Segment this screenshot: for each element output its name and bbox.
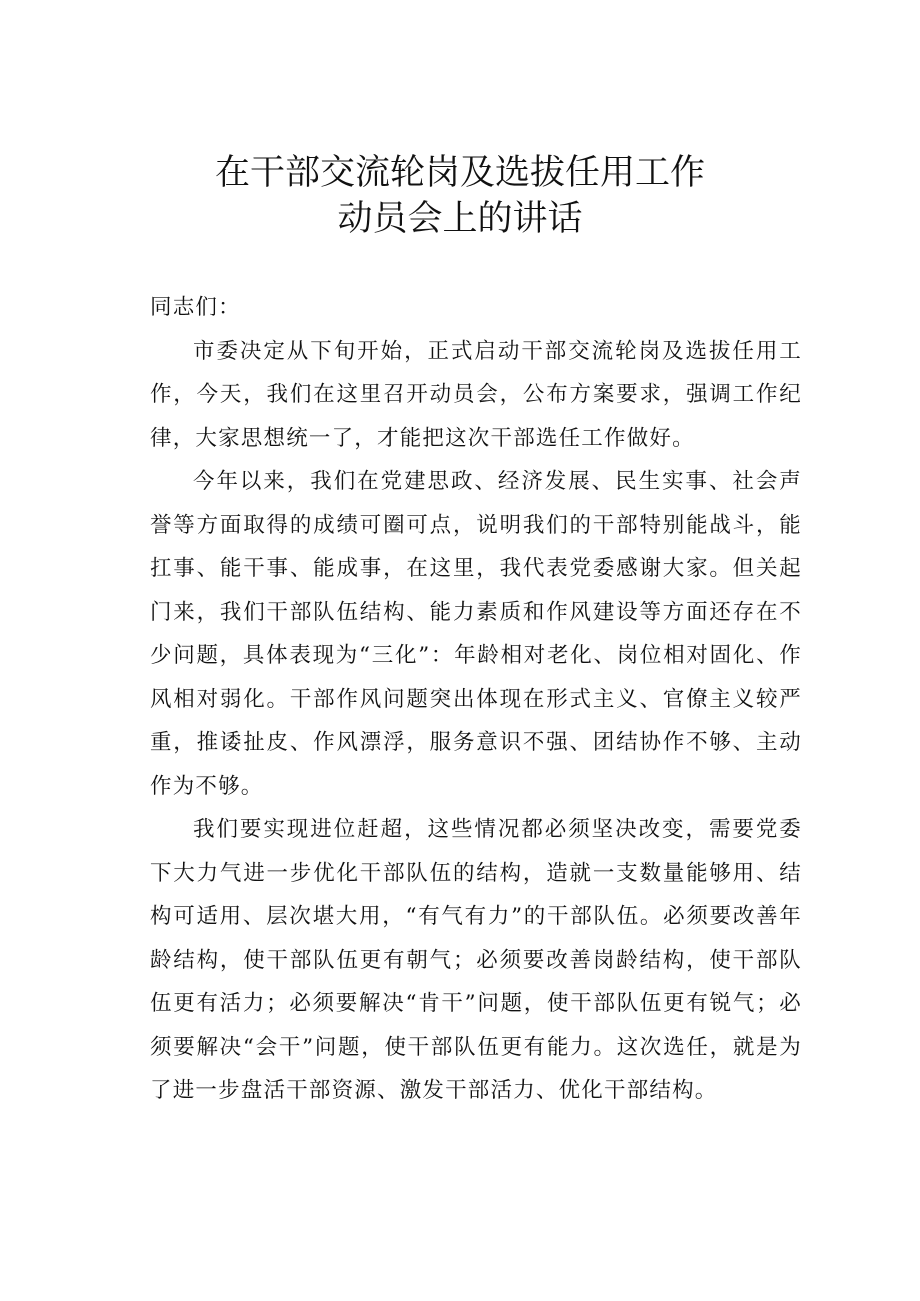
- document-body: [150, 286, 802, 1113]
- title-line-2: 动员会上的讲话: [337, 199, 583, 239]
- paragraph-2: 今年以来，我们在党建思政、经济发展、民生实事、社会声誉等方面取得的成绩可圈可点，说明我们的干部特别能战斗，能扛事、能干事、能成事，在这里，我代表党委感谢大家。但关起门来，我们干部队伍结构、能力素质和作风建设等方面还存在不少问题，具体表现为“三化”：年龄相对老化、岗位相对固化、作风相对弱化。干部作风问题突出体现在形式主义、官僚主义较严重，推诿扯皮、作风漂浮，服务意识不强、团结协作不够、主动作为不够。: [150, 469, 802, 799]
- paragraph-3: 我们要实现进位赶超，这些情况都必须坚决改变，需要党委下大力气进一步优化干部队伍的结构，造就一支数量能够用、结构可适用、层次堪大用，“有气有力”的干部队伍。必须要改善年龄结构，使干部队伍更有朝气；必须要改善岗龄结构，使干部队伍更有活力；必须要解决“肯干”问题，使干部队伍更有锐气；必须要解决“会干”问题，使干部队伍更有能力。这次选任，就是为了进一步盘活干部资源、激发干部活力、优化干部结构。: [150, 817, 802, 1103]
- salutation: 同志们：: [150, 295, 241, 320]
- document-title: [0, 150, 920, 242]
- title-line-1: 在干部交流轮岗及选拔任用工作: [214, 153, 705, 193]
- paragraph-1: 市委决定从下旬开始，正式启动干部交流轮岗及选拔任用工作，今天，我们在这里召开动员会，公布方案要求，强调工作纪律，大家思想统一了，才能把这次干部选任工作做好。: [150, 338, 802, 451]
